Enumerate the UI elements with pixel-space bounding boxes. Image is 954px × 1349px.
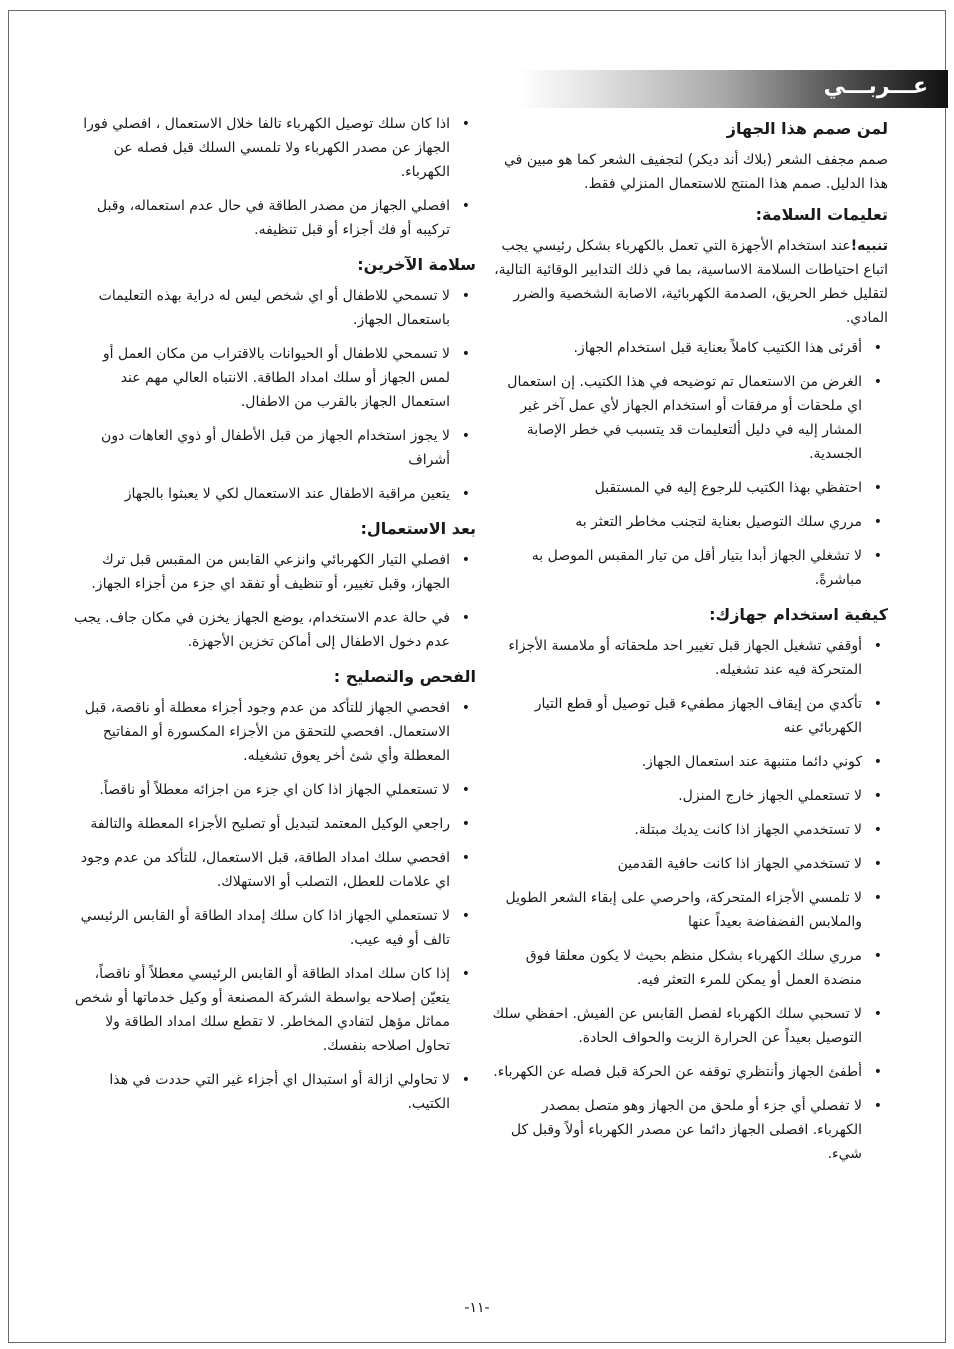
list-item: • كوني دائما متنبهة عند استعمال الجهاز. [641,754,882,770]
list-item: • احتفظي بهذا الكتيب للرجوع إليه في المستقبل [594,480,882,496]
list-item: • لا تسمحي للاطفال أو الحيوانات بالاقتراب من مكان العمل أو لمس الجهاز أو سلك امداد الطاقة. الانتباه العالي مهم عند استعمال الجهاز بالقرب من الاطفال. [102,346,470,410]
how-to-use-heading: كيفية استخدام جهازك: [709,605,888,624]
safety-list [490,336,888,592]
list-item: • لا تسمحي للاطفال أو اي شخص ليس له دراية بهذه التعليمات باستعمال الجهاز. [98,288,470,328]
list-item: • لا تفصلي أي جزء أو ملحق من الجهاز وهو متصل بمصدر الكهرباء. افصلى الجهاز دائما عن مصدر الكهرباء أولاً وقبل كل شيء. [510,1098,882,1162]
list-item: • لا تستعملي الجهاز اذا كان اي جزء من اجزائه معطلاً أو ناقصاً. [99,782,470,798]
list-item: • لا تستعملي الجهاز اذا كان سلك إمداد الطاقة أو القابس الرئيسي تالف أو فيه عيب. [80,908,470,948]
cord-safety-list [72,112,476,242]
language-banner [518,70,948,108]
list-item: • مرري سلك التوصيل بعناية لتجنب مخاطر التعثر به [575,514,882,530]
intended-use-text: صمم مجفف الشعر (بلاك أند ديكر) لتجفيف الشعر كما هو مبين في هذا الدليل. صمم هذا المنتج للاستعمال المنزلي فقط. [504,152,888,192]
inspection-heading: الفحص والتصليح : [333,667,476,686]
list-item: • لا تستخدمي الجهاز اذا كانت حافية القدمين [617,856,882,872]
list-item: • مرري سلك الكهرباء بشكل منظم بحيث لا يكون معلقا فوق منضدة العمل أو يمكن للمرء التعثر فيه. [525,948,882,988]
safety-warning [490,234,888,330]
list-item: • لا تسحبي سلك الكهرباء لفصل القابس عن الفيش. احفظي سلك التوصيل بعيداً عن الحرارة الزيت والحواف الحادة. [492,1006,882,1046]
list-item: • تأكدي من إيقاف الجهاز مطفيء قبل توصيل أو قطع التيار الكهربائي عنه [534,696,882,736]
list-item: • راجعي الوكيل المعتمد لتبديل أو تصليح الأجزاء المعطلة والتالفة [90,816,470,832]
list-item: • افحصي سلك امداد الطاقة، قبل الاستعمال، للتأكد من عدم وجود اي علامات للعطل، التصلب أو الاستهلاك. [80,850,470,890]
list-item: • لا تلمسي الأجزاء المتحركة، واحرصي على إبقاء الشعر الطويل والملابس الفضفاضة بعيداً عنها [505,890,882,930]
others-safety-heading: سلامة الآخرين: [357,255,476,274]
language-title: عـــربـــي [823,74,928,99]
right-column [490,112,888,1176]
list-item: • اذا كان سلك توصيل الكهرباء تالفا خلال الاستعمال ، افصلي فورا الجهاز عن مصدر الكهرباء ولا تلمسي السلك قبل فصله عن الكهرباء. [83,116,470,180]
list-item: • افحصي الجهاز للتأكد من عدم وجود أجزاء معطلة أو ناقصة، قبل الاستعمال. افحصي للتحقق من الأجزاء المكسورة أو المفاتيح المعطلة وأي شئ أخر يعوق تشغيله. [84,700,470,764]
list-item: • لا تشغلي الجهاز أبدا بتيار أقل من تيار المقبس الموصل به مباشرةً. [531,548,882,588]
after-use-heading: بعد الاستعمال: [360,519,476,538]
list-item: • لا يجوز استخدام الجهاز من قبل الأطفال أو ذوي العاهات دون أشراف [101,428,470,468]
list-item: • أوقفي تشغيل الجهاز قبل تغيير احد ملحقاته أو ملامسة الأجزاء المتحركة فيه عند تشغيله. [508,638,882,678]
intended-use-heading: لمن صمم هذا الجهاز [726,119,888,138]
list-item: • أطفئ الجهاز وأنتظري توقفه عن الحركة قبل فصله عن الكهرباء. [493,1064,882,1080]
warning-lead: تنبيه! [850,238,888,254]
list-item: • إذا كان سلك امداد الطاقة أو القابس الرئيسي معطلاً أو ناقصاً، يتعيّن إصلاحه بواسطة الشركة المصنعة أو وكيل خدماتها أو شخص مماثل مؤهل لتفادي المخاطر. لا تقطع سلك امداد الطاقة ولا تحاول اصلاحه بنفسك. [74,966,470,1054]
list-item: • لا تحاولي ازالة أو استبدال اي أجزاء غير التي حددت في هذا الكتيب. [109,1072,470,1112]
list-item: • الغرض من الاستعمال تم توضيحه في هذا الكتيب. إن استعمال اي ملحقات أو مرفقات أو استخدام الجهاز لأي عمل آخر غير المشار إليه في دليل ألتعليمات قد يتسبب في خطر الإصابة الجسدية. [507,374,882,462]
list-item: • افصلي التيار الكهربائي وانزعي القابس من المقبس قبل ترك الجهاز، وقبل تغيير، أو تنظيف أو تفقد اي جزء من أجزاء الجهاز. [91,552,470,592]
safety-heading: تعليمات السلامة: [755,205,888,224]
list-item: • لا تستخدمي الجهاز اذا كانت يديك مبتلة. [634,822,882,838]
list-item: • لا تستعملي الجهاز خارج المنزل. [678,788,882,804]
others-safety-list [72,284,476,506]
list-item: • أقرئى هذا الكتيب كاملاً بعناية قبل استخدام الجهاز. [573,340,882,356]
list-item: • افصلي الجهاز من مصدر الطاقة في حال عدم استعماله، وقبل تركيبه أو فك أجزاء أو قبل تنظيفه. [96,198,470,238]
inspection-list [72,696,476,1116]
list-item: • في حالة عدم الاستخدام، يوضع الجهاز يخزن في مكان جاف. يجب عدم دخول الاطفال إلى أماكن تخزين الأجهزة. [74,610,470,650]
list-item: • يتعين مراقبة الاطفال عند الاستعمال لكي لا يعبثوا بالجهاز [124,486,470,502]
warning-text: عند استخدام الأجهزة التي تعمل بالكهرباء بشكل رئيسي يجب اتباع احتياطات السلامة الاساسية، بما في ذلك التدابير الوقائية التالية، لتقليل خطر الحريق، الصدمة الكهربائية، الاصابة الشخصية والضرر المادي. [494,238,888,326]
after-use-list [72,548,476,654]
page-number: -١١- [464,1300,490,1316]
how-to-use-list [490,634,888,1166]
left-column [72,112,476,1126]
